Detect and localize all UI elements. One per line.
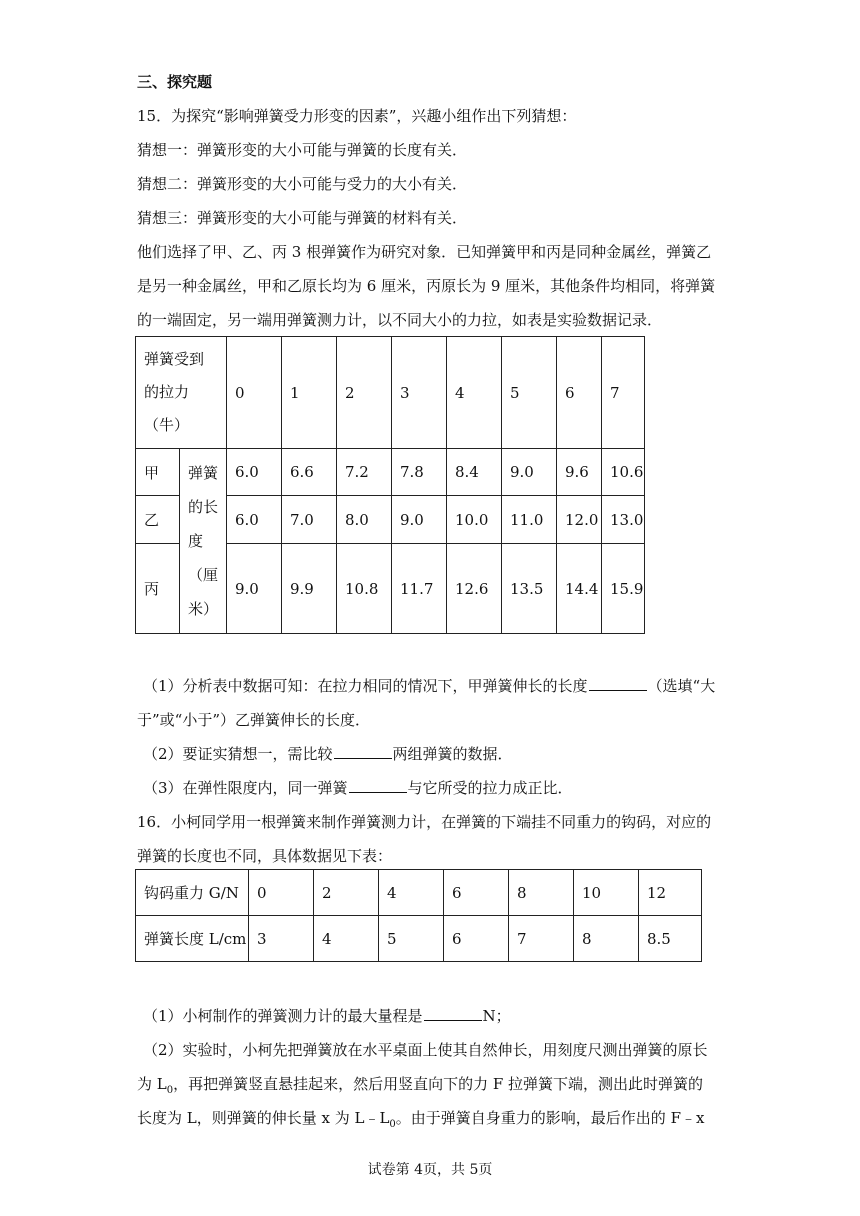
table-cell: 10.8	[337, 544, 392, 634]
table-cell: 14.4	[557, 544, 602, 634]
table-cell: 10.6	[602, 449, 645, 496]
force-cell: 6	[557, 337, 602, 449]
force-cell: 4	[447, 337, 502, 449]
table-cell: 12.0	[557, 496, 602, 544]
q15-guess-3: 猜想三：弹簧形变的大小可能与弹簧的材料有关．	[137, 209, 468, 227]
table-cell: 6.0	[227, 449, 282, 496]
table-cell: 8.0	[337, 496, 392, 544]
table-cell: 13.5	[502, 544, 557, 634]
q15-intro: 15．为探究“影响弹簧受力形变的因素”，兴趣小组作出下列猜想：	[137, 107, 577, 125]
hook-weight-table	[135, 869, 702, 962]
q15-guess-1: 猜想一：弹簧形变的大小可能与弹簧的长度有关．	[137, 141, 468, 159]
table-cell: 0	[249, 870, 314, 916]
answer-blank[interactable]	[334, 744, 392, 759]
q15-desc-1: 他们选择了甲、乙、丙 3 根弹簧作为研究对象．已知弹簧甲和丙是同种金属丝，弹簧乙	[137, 243, 712, 261]
table-cell: 9.9	[282, 544, 337, 634]
table-cell: 15.9	[602, 544, 645, 634]
table-cell: 8	[574, 916, 639, 962]
q16-sub2-line1: （2）实验时，小柯先把弹簧放在水平桌面上使其自然伸长，用刻度尺测出弹簧的原长	[143, 1041, 708, 1059]
q15-sub1-line1: （1）分析表中数据可知：在拉力相同的情况下，甲弹簧伸长的长度 （选填“大	[143, 677, 716, 695]
table-cell: 9.0	[392, 496, 447, 544]
force-cell: 5	[502, 337, 557, 449]
table-cell: 6	[444, 916, 509, 962]
length-label: 弹簧 的长 度 （厘 米）	[180, 449, 227, 634]
table-cell: 7	[509, 916, 574, 962]
force-cell: 7	[602, 337, 645, 449]
force-cell: 0	[227, 337, 282, 449]
table-cell: 9.0	[502, 449, 557, 496]
answer-blank[interactable]	[589, 676, 647, 691]
table-cell: 10	[574, 870, 639, 916]
q16-intro-1: 16．小柯同学用一根弹簧来制作弹簧测力计，在弹簧的下端挂不同重力的钩码，对应的	[137, 813, 712, 831]
table-cell: 9.6	[557, 449, 602, 496]
force-cell: 3	[392, 337, 447, 449]
table-cell: 4	[379, 870, 444, 916]
q16-intro-2: 弹簧的长度也不同，具体数据见下表：	[137, 847, 393, 865]
q16-sub2-line2: 为 $L_0$，再把弹簧竖直悬挂起来，然后用竖直向下的力 F 拉弹簧下端，测出此时弹簧的	[137, 1075, 704, 1096]
force-header: 弹簧受到 的拉力 （牛）	[136, 337, 227, 449]
q15-sub2: （2）要证实猜想一，需比较 两组弹簧的数据．	[143, 745, 513, 763]
row-label: 弹簧长度 L/cm	[136, 916, 249, 962]
q15-sub1-line2: 于”或“小于”）乙弹簧伸长的长度．	[137, 711, 371, 729]
table-cell: 12	[639, 870, 702, 916]
q15-desc-2: 是另一种金属丝，甲和乙原长均为 6 厘米，丙原长为 9 厘米，其他条件均相同，将弹簧	[137, 277, 716, 295]
section-heading: 三、探究题	[137, 73, 213, 91]
table-cell: 13.0	[602, 496, 645, 544]
row-name: 乙	[136, 496, 180, 544]
row-name: 丙	[136, 544, 180, 634]
table-cell: 11.0	[502, 496, 557, 544]
table-cell: 9.0	[227, 544, 282, 634]
q15-sub3: （3）在弹性限度内，同一弹簧 与它所受的拉力成正比．	[143, 779, 573, 797]
table-cell: 5	[379, 916, 444, 962]
q15-guess-2: 猜想二：弹簧形变的大小可能与受力的大小有关．	[137, 175, 468, 193]
row-name: 甲	[136, 449, 180, 496]
table-cell: 12.6	[447, 544, 502, 634]
table-cell: 7.0	[282, 496, 337, 544]
q16-sub1: （1）小柯制作的弹簧测力计的最大量程是 N；	[143, 1007, 511, 1025]
force-cell: 2	[337, 337, 392, 449]
row-label: 钩码重力 G/N	[136, 870, 249, 916]
answer-blank[interactable]	[349, 778, 407, 793]
q15-desc-3: 的一端固定，另一端用弹簧测力计，以不同大小的力拉，如表是实验数据记录．	[137, 311, 663, 329]
table-cell: 6.0	[227, 496, 282, 544]
table-cell: 10.0	[447, 496, 502, 544]
table-cell: 8.5	[639, 916, 702, 962]
table-cell: 3	[249, 916, 314, 962]
table-cell: 7.8	[392, 449, 447, 496]
answer-blank[interactable]	[424, 1006, 482, 1021]
table-cell: 11.7	[392, 544, 447, 634]
table-cell: 2	[314, 870, 379, 916]
spring-data-table	[135, 336, 645, 634]
page-footer: 试卷第 4页，共 5页	[367, 1162, 493, 1178]
table-cell: 6	[444, 870, 509, 916]
table-cell: 6.6	[282, 449, 337, 496]
force-cell: 1	[282, 337, 337, 449]
q16-sub2-line3: 长度为 L，则弹簧的伸长量 x 为 $L﹣L_0$。由于弹簧自身重力的影响，最后作出的 F﹣x	[137, 1109, 705, 1130]
table-cell: 8	[509, 870, 574, 916]
table-cell: 7.2	[337, 449, 392, 496]
table-cell: 4	[314, 916, 379, 962]
table-cell: 8.4	[447, 449, 502, 496]
